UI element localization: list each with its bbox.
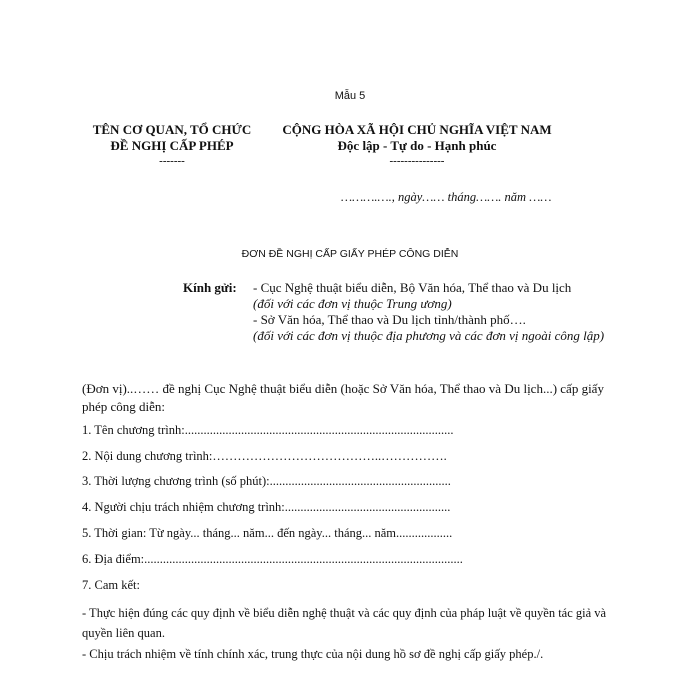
recipient-list <box>253 280 613 344</box>
nation-divider: --------------- <box>389 155 445 167</box>
recipient-2-note: (đối với các đơn vị thuộc địa phương và các đơn vị ngoài công lập) <box>253 328 605 343</box>
recipient-label: Kính gửi: <box>183 280 237 295</box>
document-title: ĐƠN ĐỀ NGHỊ CẤP GIẤY PHÉP CÔNG DIỄN <box>241 248 459 260</box>
nation-motto: Độc lập - Tự do - Hạnh phúc <box>337 138 497 153</box>
field-program-duration: 3. Thời lượng chương trình (số phút):.......................................................... <box>82 474 451 488</box>
national-motto-block <box>272 122 562 168</box>
date-line: ……….…., ngày…… tháng……. năm …… <box>341 190 552 204</box>
form-code: Mẫu 5 <box>334 90 366 102</box>
field-commitment: 7. Cam kết: <box>82 578 140 592</box>
nation-name: CỘNG HÒA XÃ HỘI CHỦ NGHĨA VIỆT NAM <box>282 122 552 137</box>
commitment-1: - Thực hiện đúng các quy định về biểu diễn nghệ thuật và các quy định của pháp luật về quyền tác giả và quyền liên quan. <box>82 606 607 640</box>
recipient-1-note: (đối với các đơn vị thuộc Trung ương) <box>253 296 452 311</box>
field-program-content: 2. Nội dung chương trình:…………………………………..……………. <box>82 449 447 463</box>
agency-subtitle: ĐỀ NGHỊ CẤP PHÉP <box>110 138 234 153</box>
recipient-2: - Sở Văn hóa, Thể thao và Du lịch tỉnh/thành phố…. <box>253 312 526 327</box>
commitment-2: - Chịu trách nhiệm về tính chính xác, trung thực của nội dung hồ sơ đề nghị cấp giấy phép./. <box>82 647 544 661</box>
intro-paragraph: (Đơn vị)..…… đề nghị Cục Nghệ thuật biểu diễn (hoặc Sở Văn hóa, Thể thao và Du lịch...) cấp giấy phép công diễn: <box>82 381 604 414</box>
field-venue: 6. Địa điểm:...................................................................................................... <box>82 552 463 566</box>
field-program-name: 1. Tên chương trình:...................................................................................... <box>82 423 454 437</box>
agency-name: TÊN CƠ QUAN, TỔ CHỨC <box>92 122 252 137</box>
agency-block <box>72 122 272 168</box>
agency-divider: ------- <box>159 155 185 167</box>
recipient-1: - Cục Nghệ thuật biểu diễn, Bộ Văn hóa, Thể thao và Du lịch <box>253 280 572 295</box>
field-time-period: 5. Thời gian: Từ ngày... tháng... năm... đến ngày... tháng... năm.................. <box>82 526 453 540</box>
field-responsible-person: 4. Người chịu trách nhiệm chương trình:..................................................... <box>82 500 451 514</box>
